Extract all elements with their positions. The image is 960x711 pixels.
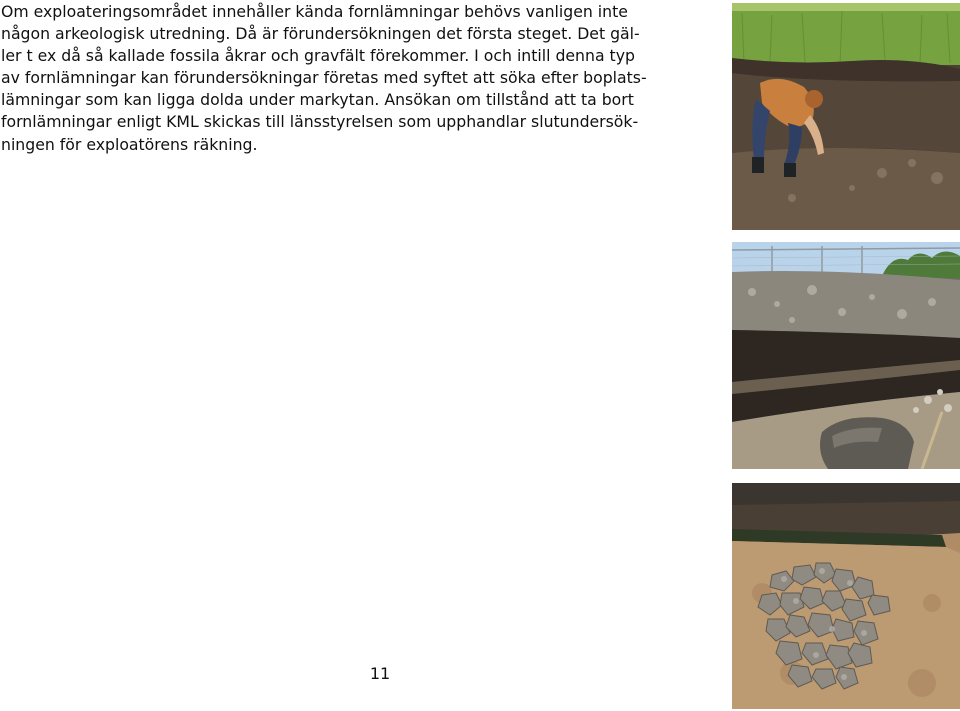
text-line: Om exploateringsområdet innehåller kända fornlämningar behövs vanligen inte bbox=[1, 2, 628, 21]
text-line: lämningar som kan ligga dolda under markytan. Ansökan om tillstånd att ta bort bbox=[1, 90, 634, 110]
photo-excavation-person bbox=[732, 3, 960, 230]
photo-trench-section-image bbox=[732, 242, 960, 469]
text-line: någon arkeologisk utredning. Då är förundersökningen det första steget. Det gäl- bbox=[1, 24, 640, 44]
body-text bbox=[1, 1, 647, 156]
photo-excavation-person-image bbox=[732, 3, 960, 230]
text-line: av fornlämningar kan förundersökningar företas med syftet att söka efter boplats- bbox=[1, 68, 647, 88]
photo-stone-setting-image bbox=[732, 483, 960, 709]
photo-trench-section bbox=[732, 242, 960, 469]
page-number: 11 bbox=[369, 664, 391, 683]
text-line: ler t ex då så kallade fossila åkrar och gravfält förekommer. I och intill denna typ bbox=[1, 46, 635, 66]
text-line: ningen för exploatörens räkning. bbox=[1, 134, 258, 154]
photo-stone-setting bbox=[732, 483, 960, 709]
text-line: fornlämningar enligt KML skickas till länsstyrelsen som upphandlar slutundersök- bbox=[1, 112, 639, 132]
